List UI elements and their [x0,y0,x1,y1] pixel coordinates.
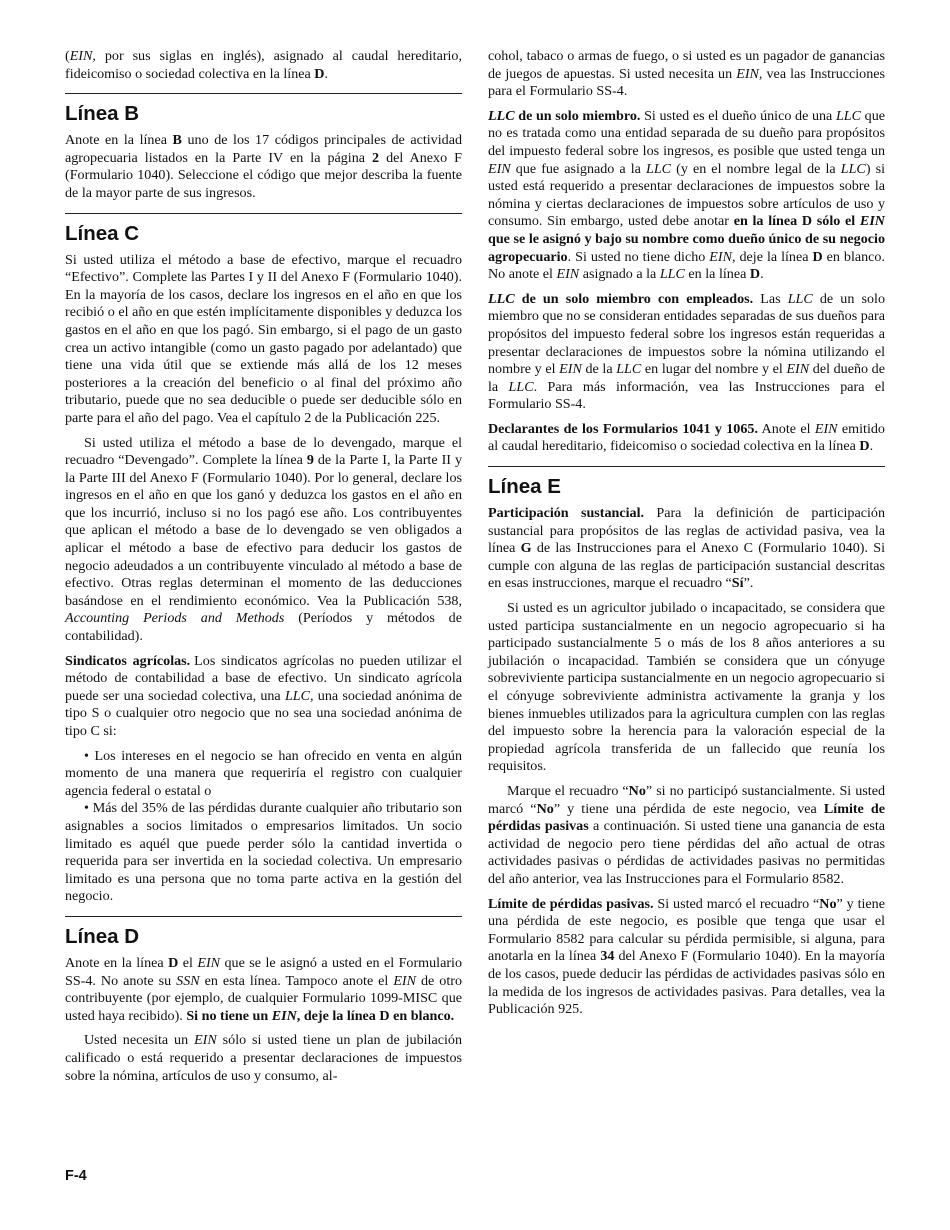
bullet-icon: • [84,800,89,817]
section-divider [488,466,885,467]
llc-single-member-employees: LLC de un solo miembro con empleados. Las LLC de un solo miembro que no se consideran entidades separadas de sus dueños para propósitos del impuesto federal sobre los ingresos están requeridas a presentar declaraciones de impuestos sobre la nómina utilizando el nombre y el EIN de la LLC en lugar del nombre y el EIN del dueño de la LLC. Para más información, vea las Instrucciones para el Formulario SS-4. [488,290,885,413]
linea-c-farming-syndicates [65,653,462,741]
filers-1041-1065: Declarantes de los Formularios 1041 y 1065. Anote el EIN emitido al caudal hereditario, fideicomiso o sociedad colectiva en la línea D. [488,420,885,455]
heading-linea-e: Línea E [488,475,561,499]
section-divider [65,213,462,214]
linea-c-paragraph-accrual: Si usted utiliza el método a base de lo devengado, marque el recuadro “Devengado”. Complete la línea 9 de la Parte I, la Parte II y la Parte III del Anexo F (Formulario 1040). Por lo general, declare los ingresos en el año en que los ganó y deduzca los gastos en el año en que los incurrió, incluso si no los pagó ese año. Los contribuyentes que aplican el método a base de lo devengado se ven obligados a aplicar el método a base de efectivo para deducir los gastos de negocio adeudados a un contribuyente vinculado al método a base de efectivo. Otras reglas determinan el momento de las deducciones basándose en el rendimiento económico. Vea la Publicación 538, Accounting Periods and Methods (Períodos y métodos de contabilidad). [65,434,463,645]
bullet-item: • Más del 35% de las pérdidas durante cualquier año tributario son asignables a socios limitados o empresarios limitados. Un socio limitado es aquél que puede perder sólo la cantidad invertida o requerida para ser invertida en la sociedad colectiva. Un empresario limitado es una persona que no toma parte activa en la gestión del negocio. [65,800,463,905]
linea-e-mark-no: Marque el recuadro “No” si no participó sustancialmente. Si usted marcó “No” y tiene una pérdida de este negocio, vea Límite de pérdidas pasivas a continuación. Si usted tiene una ganancia de esta actividad de negocio pero tiene pérdidas del año actual de otras actividades pasivas o pérdidas de actividades pasivas no permitidas del año anterior, vea las Instrucciones para el Formulario 8582. [488,782,886,887]
farming-syndicates-lead: Sindicatos agrícolas. [65,652,191,669]
linea-e-passive-loss-limit: Límite de pérdidas pasivas. Si usted marcó el recuadro “No” y tiene una pérdida de este negocio, es posible que tenga que usar el Formulario 8582 para calcular su pérdida permisible, si alguna, para anotarla en la línea 34 del Anexo F (Formulario 1040). En la mayoría de los casos, puede deducir las pérdidas de actividades pasivas sólo en la medida de los ingresos de actividades pasivas. Para detalles, vea la Publicación 925. [488,895,885,1018]
linea-d-paragraph-need-ein: Usted necesita un EIN sólo si usted tiene un plan de jubilación calificado o está requerido a presentar declaraciones de impuestos sobre la nómina, artículos de uso y consumo, al- [65,1032,462,1084]
right-column [488,48,885,1026]
linea-c-paragraph-cash: Si usted utiliza el método a base de efectivo, marque el recuadro “Efectivo”. Complete las Partes I y II del Anexo F (Formulario 1040). En la mayoría de los casos, declare los ingresos en el año en que los recibió o el año en que estén implícitamente disponibles y deduzca los gastos en el año en que los pagó. Sin embargo, si el pago de un gasto crea un activo intangible (como un gasto pagado por adelantado) que tiene una vida útil que se extiende más allá de los 12 meses posteriores a la creación del beneficio o al final del próximo año tributario, puede que no sea deducible o puede ser deducible sólo en parte para el año del pago. Vea el capítulo 2 de la Publicación 225. [65,251,462,426]
heading-linea-c: Línea C [65,221,140,245]
heading-linea-b: Línea B [65,102,140,126]
linea-e-material-participation: Participación sustancial. Para la definición de participación sustancial para propósitos de las reglas de actividad pasiva, vea la línea G de las Instrucciones para el Anexo C (Formulario 1040). Si cumple con alguna de las reglas de participación sustancial descritas en esas instrucciones, marque el recuadro “Sí”. [488,505,885,592]
llc-single-member: LLC de un solo miembro. Si usted es el dueño único de una LLC que no es tratada como una entidad separada de su dueño para propósitos del impuesto federal sobre los ingresos, es posible que usted tenga un EIN que fue asignado a la LLC (y en el nombre legal de la LLC) si usted está requerido a presentar declaraciones de impuestos sobre la nómina y ciertas declaraciones de impuestos sobre artículos de uso y consumo. Sin embargo, usted debe anotar en la línea D sólo el EIN que se le asignó y bajo su nombre como dueño único de su negocio agropecuario. Si usted no tiene dicho EIN, deje la línea D en blanco. No anote el EIN asignado a la LLC en la línea D. [488,107,885,283]
section-divider [65,93,462,94]
linea-d-paragraph: Anote en la línea D el EIN que se le asignó a usted en el Formulario SS-4. No anote su SSN en esta línea. Tampoco anote el EIN de otro contribuyente (por ejemplo, de cualquier Formulario 1099-MISC que usted haya recibido). Si no tiene un EIN, deje la línea D en blanco. [65,954,462,1024]
bullet-icon: • [84,747,89,764]
bullet-item: • Los intereses en el negocio se han ofrecido en venta en algún momento de una manera que requeriría el registro con cualquier agencia federal o estatal o [65,747,462,799]
left-column [65,48,462,1092]
page-number: F-4 [65,1168,87,1184]
linea-b-paragraph: Anote en la línea B uno de los 17 códigos principales de actividad agropecuaria listados en la Parte IV en la página 2 del Anexo F (Formulario 1040). Seleccione el código que mejor describa la fuente de la mayor parte de sus ingresos. [65,132,462,201]
heading-linea-d: Línea D [65,924,140,948]
linea-d-continuation: cohol, tabaco o armas de fuego, o si usted es un pagador de ganancias de juegos de apuestas. Si usted necesita un EIN, vea las Instrucciones para el Formulario SS-4. [488,48,886,100]
section-divider [65,916,462,917]
intro-continuation: (EIN, por sus siglas en inglés), asignado al caudal hereditario, fideicomiso o sociedad colectiva en la línea D. [65,48,462,82]
farming-syndicates-text: Los sindicatos agrícolas no pueden utilizar el método de contabilidad a base de efectivo. Un sindicato agrícola puede ser una sociedad colectiva, una LLC, una sociedad anónima de tipo S o cualquier otro negocio que no sea una sociedad anónima de tipo C si: [65,652,462,739]
linea-e-retired-farmer: Si usted es un agricultor jubilado o incapacitado, se considera que usted participa sustancialmente en un negocio agropecuario si ha participado sustancialmente 5 o más de los 8 años anteriores a su jubilación o incapacidad. También se considera que un cónyuge sobreviviente participa sustancialmente en un negocio agropecuario si el cónyuge sobreviviente administra activamente la granja y los bienes inmuebles utilizados para la agricultura cumplen con las reglas del impuesto sobre la herencia para la valoración especial de la propiedad agrícola transferida de un fallecido que reunía los requisitos. [488,600,885,775]
